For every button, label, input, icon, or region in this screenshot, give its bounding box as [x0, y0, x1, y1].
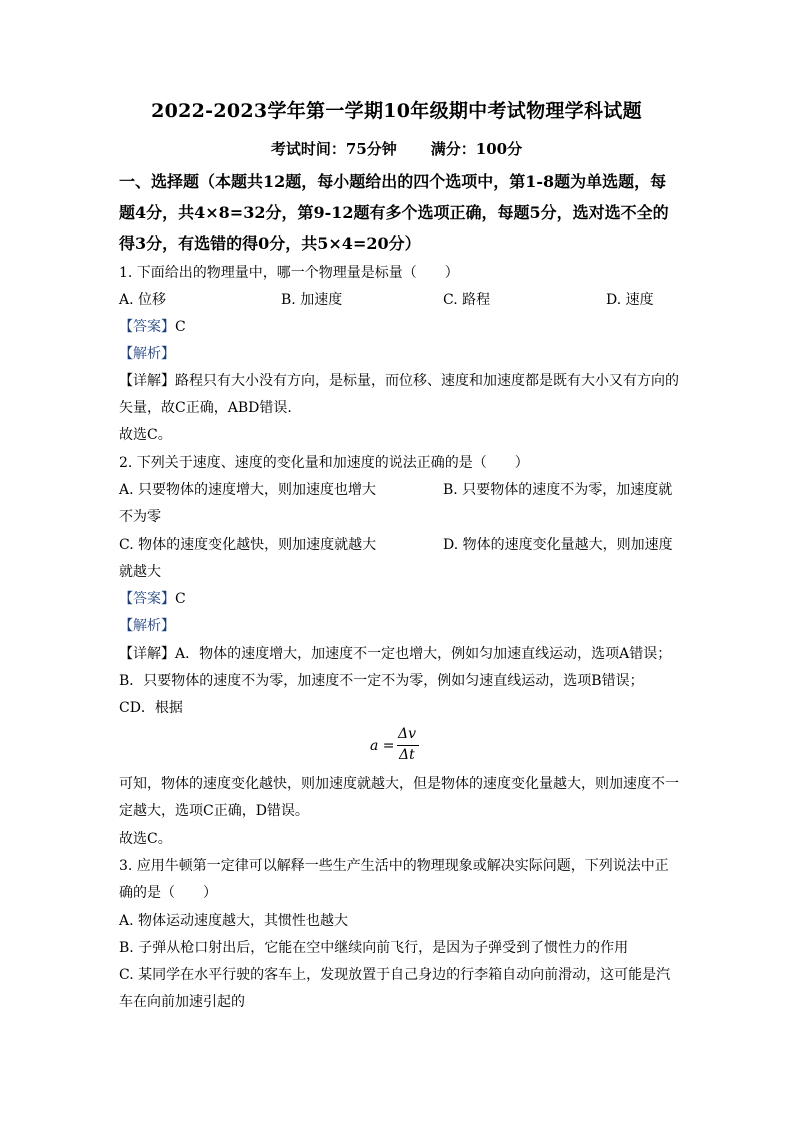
q1-detail-line-2: 矢量，故C正确，ABD错误. [119, 400, 292, 416]
q3-option-b: B. 子弹从枪口射出后，它能在空中继续向前飞行，是因为子弹受到了惯性力的作用 [119, 940, 629, 956]
q1-option-a: A. 位移 [119, 292, 167, 308]
q3-option-a: A. 物体运动速度越大，其惯性也越大 [119, 913, 349, 929]
answer-value: C [175, 591, 186, 607]
answer-value: C [175, 319, 186, 335]
q2-conclusion: 故选C。 [119, 831, 172, 847]
q2-option-b: B. 只要物体的速度不为零，加速度就 [443, 482, 673, 498]
q2-analysis-tag: 【解析】 [119, 618, 175, 634]
answer-tag: 【答案】 [119, 319, 175, 335]
q1-answer [119, 316, 186, 336]
q2-detail-line-2: B．只要物体的速度不为零，加速度不一定不为零，例如匀速直线运动，选项B错误； [119, 673, 644, 689]
q2-option-c: C. 物体的速度变化越快，则加速度就越大 [119, 537, 377, 553]
detail-tag: 【详解】 [119, 646, 175, 662]
q1-detail-line-1 [119, 370, 679, 390]
answer-tag: 【答案】 [119, 591, 175, 607]
q2-answer [119, 588, 186, 608]
q1-option-c: C. 路程 [443, 292, 491, 308]
acceleration-formula [370, 728, 430, 768]
q2-detail-line-5: 定越大，选项C正确，D错误。 [119, 803, 309, 819]
section-heading: 一、选择题（本题共12题，每小题给出的四个选项中，第1-8题为单选题，每题4分，共4×8=32分，第9-12题有多个选项正确，每题5分，选对选不全的得3分，有选错的得0分，共5×4=20分） [119, 172, 669, 253]
q1-conclusion: 故选C。 [119, 427, 172, 443]
q2-detail-text: A．物体的速度增大，加速度不一定也增大，例如匀加速直线运动，选项A错误； [175, 646, 672, 662]
exam-time: 考试时间：75分钟 [270, 140, 397, 158]
formula-numerator: Δv [398, 726, 417, 742]
q3-option-c: C. 某同学在水平行驶的客车上，发现放置于自己身边的行李箱自动向前滑动，这可能是汽 [119, 967, 671, 983]
q3-option-c-cont: 车在向前加速引起的 [119, 994, 245, 1010]
q2-detail-line-1 [119, 643, 671, 663]
q1-detail-text: 路程只有大小没有方向，是标量，而位移、速度和加速度都是既有大小又有方向的 [175, 373, 679, 389]
q1-analysis-tag: 【解析】 [119, 346, 175, 362]
q2-option-d: D. 物体的速度变化量越大，则加速度 [443, 537, 673, 553]
q2-option-a: A. 只要物体的速度增大，则加速度也增大 [119, 482, 377, 498]
q3-stem-line-1: 3. 应用牛顿第一定律可以解释一些生产生活中的物理现象或解决实际问题，下列说法中正 [119, 858, 669, 874]
q2-option-b-cont: 不为零 [119, 509, 161, 525]
q1-option-b: B. 加速度 [281, 292, 343, 308]
q2-option-d-cont: 就越大 [119, 564, 161, 580]
q3-stem-line-2: 确的是（ ） [119, 885, 217, 901]
q2-detail-line-3: CD．根据 [119, 700, 183, 716]
full-score: 满分：100分 [430, 140, 523, 158]
exam-subtitle [0, 138, 793, 159]
q2-stem: 2. 下列关于速度、速度的变化量和加速度的说法正确的是（ ） [119, 455, 529, 471]
formula-lhs: a = [370, 738, 395, 754]
fraction-bar [397, 745, 419, 746]
q2-detail-line-4: 可知，物体的速度变化越快，则加速度就越大，但是物体的速度变化量越大，则加速度不一 [119, 776, 679, 792]
exam-title: 2022-2023学年第一学期10年级期中考试物理学科试题 [151, 100, 642, 122]
q1-option-d: D. 速度 [606, 292, 654, 308]
q1-stem: 1. 下面给出的物理量中，哪一个物理量是标量（ ） [119, 265, 459, 281]
detail-tag: 【详解】 [119, 373, 175, 389]
formula-denominator: Δt [399, 747, 415, 763]
